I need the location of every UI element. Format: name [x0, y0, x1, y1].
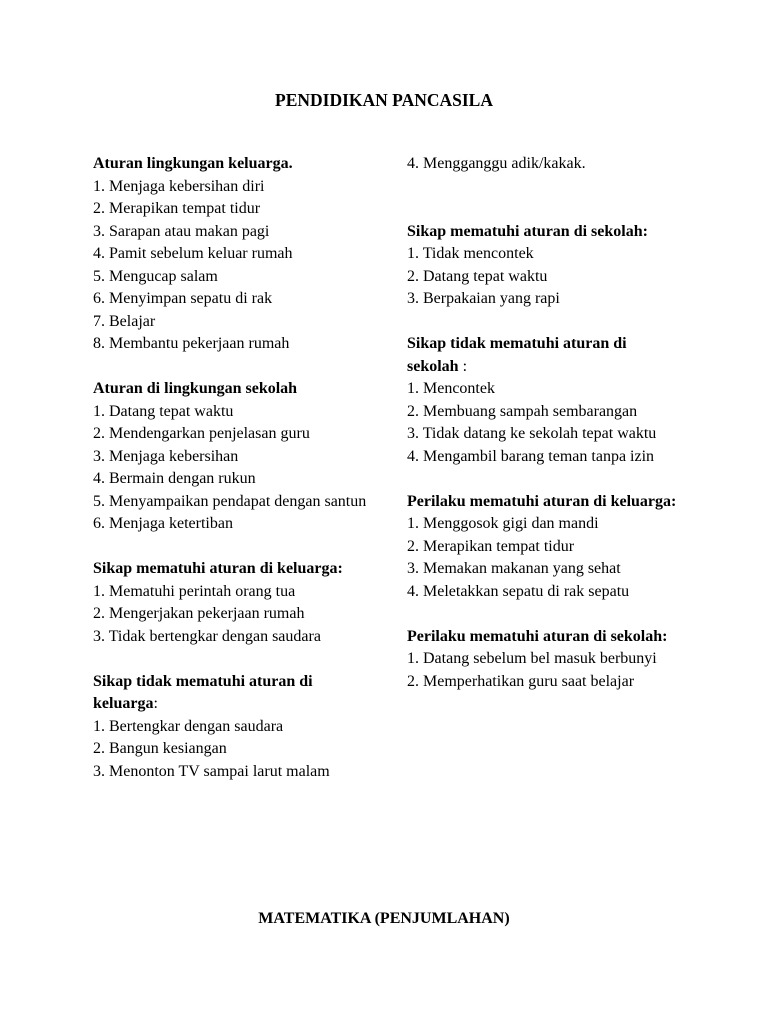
- list-item: 1. Datang tepat waktu: [93, 402, 234, 420]
- list-item: 4. Pamit sebelum keluar rumah: [93, 245, 293, 262]
- list-item: 1. Mencontek: [407, 380, 495, 397]
- list-item: 3. Tidak datang ke sekolah tepat waktu: [407, 425, 657, 442]
- section-obey-family: [93, 558, 375, 648]
- list-item: 3. Sarapan atau makan pagi: [93, 222, 270, 240]
- spacer: [407, 311, 679, 334]
- list-item: 1. Datang sebelum bel masuk berbunyi: [407, 650, 657, 667]
- heading-text: Perilaku mematuhi aturan di keluarga:: [407, 492, 677, 510]
- spacer: [93, 536, 375, 559]
- list-item: 1. Tidak mencontek: [407, 245, 534, 262]
- list-item: 2. Mengerjakan pekerjaan rumah: [93, 605, 305, 622]
- section-heading: [93, 671, 375, 716]
- section-heading: [93, 378, 375, 401]
- spacer: [93, 648, 375, 671]
- list-item: 4. Bermain dengan rukun: [93, 470, 256, 487]
- section-obey-school: [407, 221, 679, 311]
- heading-text: Sikap mematuhi aturan di sekolah:: [407, 222, 648, 240]
- section-heading: [93, 558, 375, 581]
- section-family-rules: [93, 153, 375, 356]
- list-item: 1. Menggosok gigi dan mandi: [407, 515, 599, 532]
- list-item: 3. Memakan makanan yang sehat: [407, 560, 621, 577]
- section-title-math: MATEMATIKA (PENJUMLAHAN): [258, 910, 510, 927]
- heading-text: Aturan lingkungan keluarga.: [93, 155, 293, 172]
- section-heading: [407, 333, 679, 378]
- list-item: 2. Bangun kesiangan: [93, 740, 227, 757]
- heading-text: Sikap tidak mematuhi aturan di sekolah: [407, 335, 627, 375]
- spacer: [93, 356, 375, 379]
- section-behave-family: [407, 491, 679, 604]
- section-disobey-school: [407, 333, 679, 468]
- heading-text: Sikap tidak mematuhi aturan di keluarga: [93, 672, 313, 712]
- heading-suffix: :: [458, 357, 468, 375]
- left-column: [93, 153, 375, 783]
- spacer: [407, 176, 679, 221]
- spacer: [407, 468, 679, 491]
- list-item: 1. Bertengkar dengan saudara: [93, 717, 284, 735]
- list-item: 7. Belajar: [93, 312, 156, 330]
- page-title: PENDIDIKAN PANCASILA: [275, 90, 493, 110]
- list-item: 4. Mengambil barang teman tanpa izin: [407, 447, 655, 465]
- heading-text: Sikap mematuhi aturan di keluarga:: [93, 560, 343, 577]
- heading-text: Perilaku mematuhi aturan di sekolah:: [407, 627, 668, 645]
- list-item: 2. Merapikan tempat tidur: [93, 200, 261, 217]
- heading-text: Aturan di lingkungan sekolah: [93, 380, 298, 397]
- list-item: 3. Menjaga kebersihan: [93, 447, 239, 465]
- list-item: 3. Tidak bertengkar dengan saudara: [93, 627, 321, 645]
- section-heading: [407, 221, 679, 244]
- list-item: 2. Mendengarkan penjelasan guru: [93, 425, 310, 442]
- list-item-continuation: 4. Mengganggu adik/kakak.: [407, 155, 586, 172]
- list-item: 2. Memperhatikan guru saat belajar: [407, 672, 635, 690]
- heading-suffix: :: [153, 695, 158, 712]
- list-item: 4. Meletakkan sepatu di rak sepatu: [407, 582, 630, 600]
- section-school-rules: [93, 378, 375, 536]
- list-item: 2. Datang tepat waktu: [407, 267, 548, 285]
- list-item: 2. Membuang sampah sembarangan: [407, 402, 638, 420]
- list-item: 5. Menyampaikan pendapat dengan santun: [93, 492, 367, 510]
- list-item: 3. Berpakaian yang rapi: [407, 290, 560, 307]
- section-heading: [407, 491, 679, 514]
- section-disobey-family: [93, 671, 375, 784]
- list-item: 3. Menonton TV sampai larut malam: [93, 762, 330, 780]
- right-column: [407, 153, 679, 693]
- section-heading: [93, 153, 375, 176]
- list-item: 8. Membantu pekerjaan rumah: [93, 335, 290, 352]
- list-item: 6. Menyimpan sepatu di rak: [93, 290, 273, 307]
- list-item: 6. Menjaga ketertiban: [93, 515, 233, 532]
- list-item: 5. Mengucap salam: [93, 267, 218, 285]
- list-item: 2. Merapikan tempat tidur: [407, 537, 575, 555]
- spacer: [407, 603, 679, 626]
- section-heading: [407, 626, 679, 649]
- list-item: 1. Menjaga kebersihan diri: [93, 177, 265, 195]
- list-item: 1. Mematuhi perintah orang tua: [93, 582, 296, 600]
- section-behave-school: [407, 626, 679, 694]
